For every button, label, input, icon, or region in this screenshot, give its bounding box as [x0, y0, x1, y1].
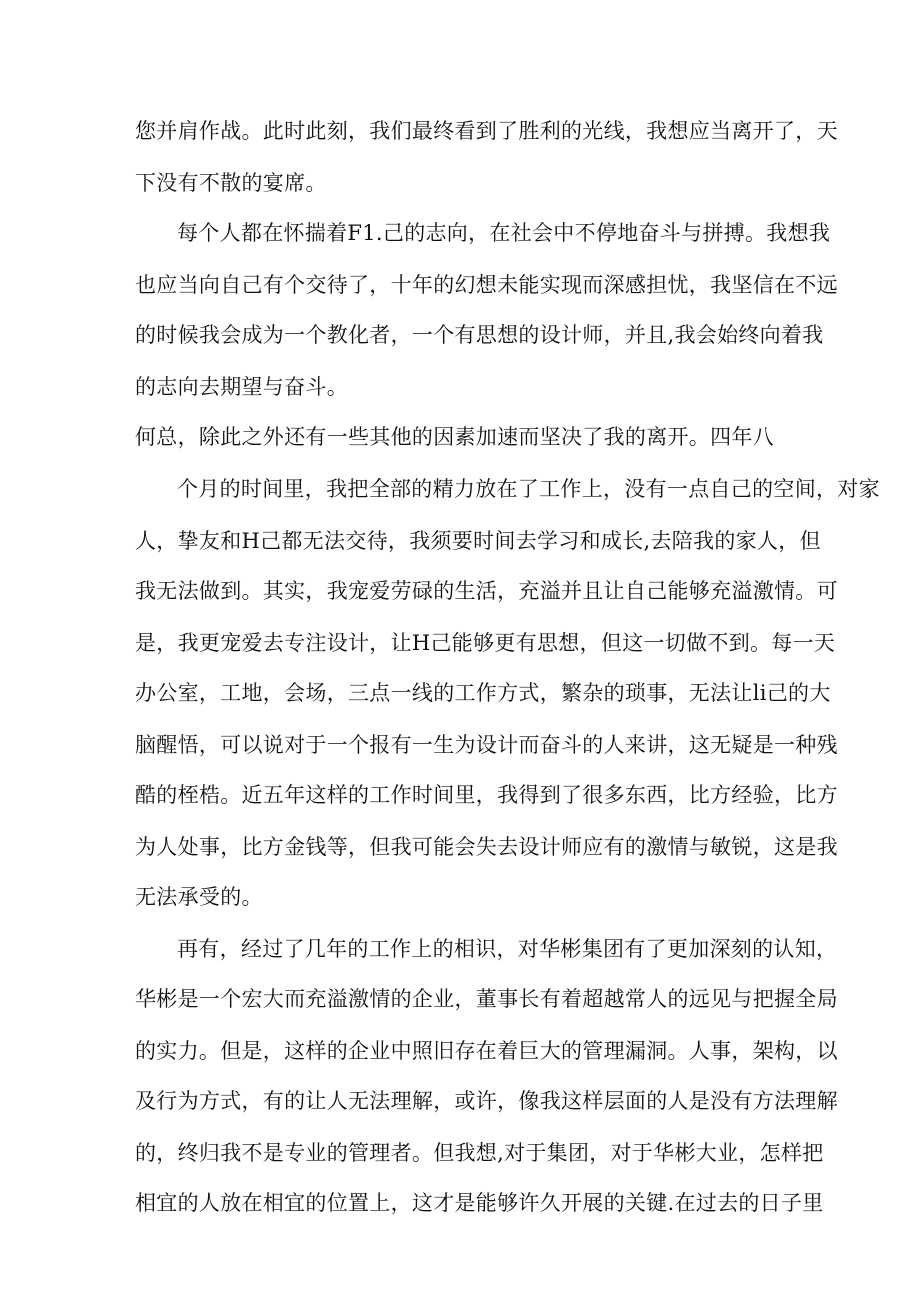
text-line: 的时候我会成为一个教化者，一个有思想的设计师，并且,我会始终向着我 — [135, 323, 824, 347]
text-line: 无法承受的。 — [135, 885, 263, 909]
text-line: 是，我更宠爱去专注设计，让H己能够更有思想，但这一切做不到。每一天 — [135, 631, 836, 655]
text-line: 的，终归我不是专业的管理者。但我想,对于集团，对于华彬大业，怎样把 — [135, 1141, 824, 1165]
text-line: 及行为方式，有的让人无法理解，或许，像我这样层面的人是没有方法理解 — [135, 1089, 838, 1113]
text-line: 相宜的人放在相宜的位置上，这才是能够许久开展的关键.在过去的日子里 — [135, 1191, 824, 1215]
paragraph-start-line: 再有，经过了几年的工作上的相识，对华彬集团有了更加深刻的认知， — [177, 937, 838, 961]
text-line: 酷的桎梏。近五年这样的工作时间里，我得到了很多东西，比方经验，比方 — [135, 783, 838, 807]
text-line: 的实力。但是，这样的企业中照旧存在着巨大的管理漏洞。人事，架构，以 — [135, 1039, 838, 1063]
text-line: 为人处事，比方金钱等，但我可能会失去设计师应有的激情与敏锐，这是我 — [135, 835, 838, 859]
text-line: 的志向去期望与奋斗。 — [135, 375, 348, 399]
text-line: 办公室，工地，会场，三点一线的工作方式，繁杂的琐事，无法让li己的大 — [135, 681, 831, 705]
text-line: 脑醒悟，可以说对于一个报有一生为设计而奋斗的人来讲，这无疑是一种残 — [135, 733, 838, 757]
text-line: 下没有不散的宴席。 — [135, 171, 327, 195]
text-line: 您并肩作战。此时此刻，我们最终看到了胜利的光线，我想应当离开了，天 — [135, 119, 838, 143]
text-line: 华彬是一个宏大而充溢激情的企业，董事长有着超越常人的远见与把握全局 — [135, 987, 838, 1011]
text-line: 也应当向自己有个交待了，十年的幻想未能实现而深感担忧，我坚信在不远 — [135, 273, 838, 297]
paragraph-start-line: 个月的时间里，我把全部的精力放在了工作上，没有一点自己的空间，对家 — [177, 477, 880, 501]
paragraph-start-line: 每个人都在怀揣着F1.己的志向，在社会中不停地奋斗与拼搏。我想我 — [177, 221, 831, 245]
text-line: 人，挚友和H己都无法交待，我须要时间去学习和成长,去陪我的家人，但 — [135, 529, 821, 553]
text-line: 我无法做到。其实，我宠爱劳碌的生活，充溢并且让自己能够充溢激情。可 — [135, 579, 838, 603]
text-line: 何总，除此之外还有一些其他的因素加速而坚决了我的离开。四年八 — [135, 425, 774, 449]
